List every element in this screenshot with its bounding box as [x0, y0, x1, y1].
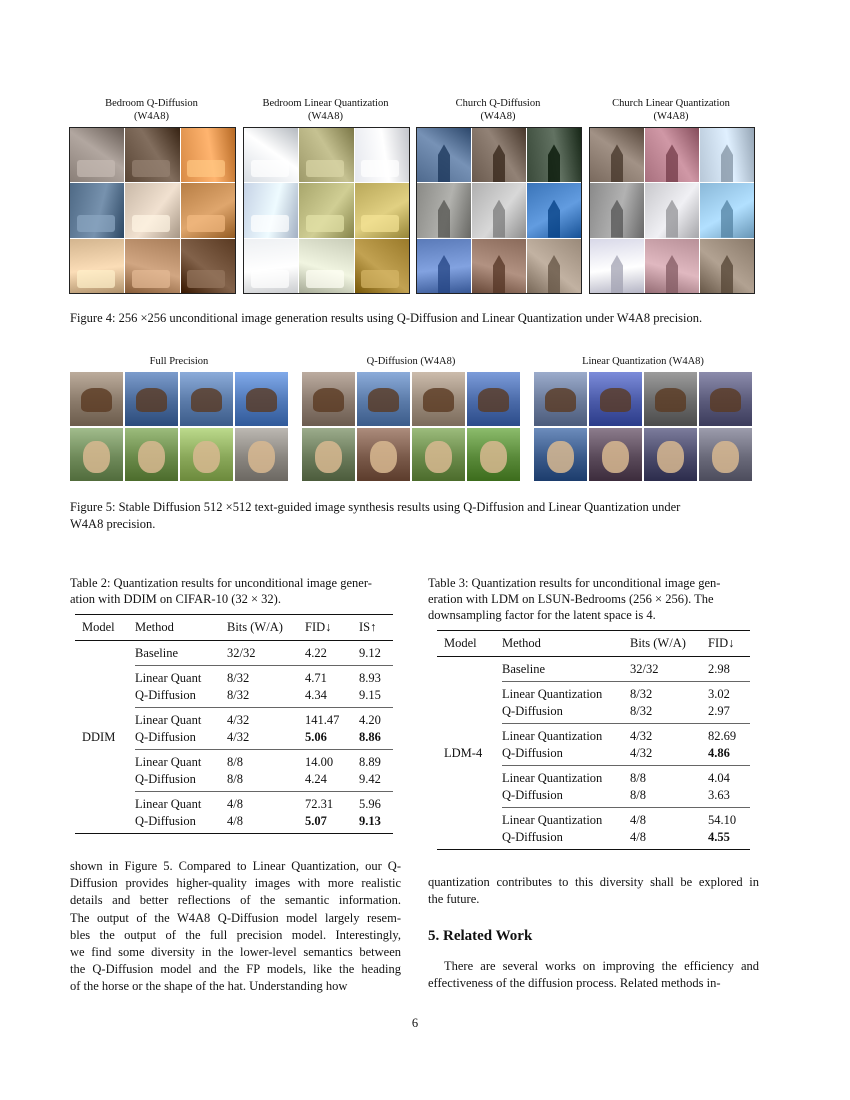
page-number: 6: [411, 1016, 419, 1030]
generated-image-thumbnail: [527, 183, 581, 237]
table-cell: 9.42: [359, 771, 393, 792]
image-shape-hint: [710, 388, 742, 412]
figure-4-panel-title: [243, 97, 408, 123]
image-shape-hint: [132, 215, 170, 232]
table-cell: 4.55: [708, 829, 750, 850]
figure-5-panel-title: Linear Quantization (W4A8): [582, 356, 704, 367]
table-cell: Q-Diffusion: [135, 771, 227, 792]
model-cell: DDIM: [75, 640, 135, 834]
generated-image-thumbnail: [299, 239, 353, 293]
generated-image-thumbnail: [645, 128, 699, 182]
image-shape-hint: [721, 255, 734, 293]
image-shape-hint: [132, 160, 170, 177]
generated-image-thumbnail: [700, 183, 754, 237]
dog-hat-image: [534, 428, 587, 482]
image-shape-hint: [493, 255, 506, 293]
generated-image-thumbnail: [472, 128, 526, 182]
horse-rider-image: [644, 372, 697, 426]
table-cell: Baseline: [502, 656, 630, 682]
image-shape-hint: [600, 388, 632, 412]
table-3-caption: [428, 575, 763, 623]
image-shape-hint: [438, 200, 451, 238]
image-shape-hint: [438, 255, 451, 293]
text-line: effectiveness of the diffusion process. Related methods in-: [428, 976, 721, 991]
column-header: IS↑: [359, 615, 393, 641]
table-cell: Q-Diffusion: [135, 687, 227, 708]
panel-title: Church Q-Diffusion: [455, 98, 541, 109]
table-cell: 4.34: [305, 687, 359, 708]
dog-hat-image: [589, 428, 642, 482]
figure-4-panel-title: [589, 97, 753, 123]
generated-image-thumbnail: [472, 239, 526, 293]
dog-hat-image: [357, 428, 410, 482]
generated-image-thumbnail: [70, 183, 124, 237]
table-cell: Linear Quant: [135, 797, 202, 811]
image-shape-hint: [306, 160, 344, 177]
image-shape-hint: [77, 215, 115, 232]
table-cell: Q-Diffusion: [502, 703, 630, 724]
table-cell: 8.89: [359, 755, 381, 769]
table-cell: 4/32: [630, 745, 708, 766]
right-column-text: [428, 874, 759, 908]
column-header: Bits (W/A): [227, 615, 305, 641]
table-cell: Linear Quant: [135, 755, 202, 769]
generated-image-thumbnail: [355, 183, 409, 237]
generated-image-thumbnail: [527, 239, 581, 293]
figure-5-panel-title: Q-Diffusion (W4A8): [366, 356, 456, 367]
image-shape-hint: [306, 270, 344, 287]
figure-5-panel-title: Full Precision: [149, 356, 209, 367]
table-cell: 8/8: [227, 755, 243, 769]
image-shape-hint: [480, 441, 507, 473]
column-header: FID↓: [305, 615, 359, 641]
image-shape-hint: [548, 200, 561, 238]
figure-4-image-grid: [416, 127, 582, 294]
generated-image-thumbnail: [244, 239, 298, 293]
table-cell: Linear Quant: [135, 713, 202, 727]
table-cell: 5.06: [305, 729, 359, 750]
table-cell: 2.98: [708, 656, 750, 682]
table-cell: 14.00: [305, 755, 334, 769]
image-shape-hint: [251, 160, 289, 177]
generated-image-thumbnail: [244, 128, 298, 182]
table-cell: 141.47: [305, 713, 340, 727]
horse-rider-image: [235, 372, 288, 426]
image-shape-hint: [493, 144, 506, 182]
table-cell: 9.12: [359, 640, 393, 666]
horse-rider-image: [699, 372, 752, 426]
image-shape-hint: [370, 441, 397, 473]
horse-rider-image: [412, 372, 465, 426]
table-cell: 8/8: [630, 787, 708, 808]
dog-hat-image: [644, 428, 697, 482]
table-3-caption-line: eration with LDM on LSUN-Bedrooms (256 × 256). The: [428, 592, 714, 606]
panel-title: Bedroom Linear Quantization: [262, 98, 389, 109]
section-heading: [428, 928, 532, 945]
generated-image-thumbnail: [645, 239, 699, 293]
generated-image-thumbnail: [590, 183, 644, 237]
image-shape-hint: [187, 270, 225, 287]
image-shape-hint: [368, 388, 400, 412]
table-cell: Linear Quant: [135, 671, 202, 685]
image-shape-hint: [251, 215, 289, 232]
figure-5-caption-line: Figure 5: Stable Diffusion 512 ×512 text-guided image synthesis results using Q-Diffusion and Linear Quantization under: [70, 500, 681, 514]
table-cell: 4.22: [305, 640, 359, 666]
dog-hat-image: [699, 428, 752, 482]
generated-image-thumbnail: [527, 128, 581, 182]
text-line: The output of the W4A8 Q-Diffusion model largely resem-: [70, 910, 401, 925]
table-2-caption: [70, 575, 405, 607]
generated-image-thumbnail: [590, 239, 644, 293]
image-shape-hint: [611, 200, 624, 238]
horse-rider-image: [589, 372, 642, 426]
table-3: [437, 630, 750, 850]
column-header: Method: [502, 631, 630, 657]
generated-image-thumbnail: [181, 128, 235, 182]
image-shape-hint: [193, 441, 220, 473]
text-line: quantization contributes to this diversity shall be explored in: [428, 875, 759, 889]
image-shape-hint: [83, 441, 110, 473]
generated-image-thumbnail: [417, 128, 471, 182]
table-cell: Linear Quantization: [502, 687, 603, 701]
image-shape-hint: [136, 388, 168, 412]
figure-5-caption-line: W4A8 precision.: [70, 517, 156, 531]
table-row: [75, 640, 393, 666]
panel-subtitle: (W4A8): [653, 111, 689, 122]
figure-5-caption: [70, 499, 790, 533]
generated-image-thumbnail: [645, 183, 699, 237]
generated-image-thumbnail: [70, 239, 124, 293]
horse-rider-image: [467, 372, 520, 426]
table-cell: 8/32: [630, 703, 708, 724]
image-shape-hint: [721, 200, 734, 238]
table-cell: 4/32: [630, 729, 653, 743]
text-line: shown in Figure 5. Compared to Linear Quantization, our Q-: [70, 859, 401, 873]
image-shape-hint: [77, 270, 115, 287]
panel-subtitle: (W4A8): [480, 111, 516, 122]
table-cell: 8/32: [227, 671, 250, 685]
text-line: There are several works on improving the efficiency and: [444, 959, 759, 973]
text-line: the Q-Diffusion model and the FP models, like the heading: [70, 962, 401, 977]
image-shape-hint: [545, 388, 577, 412]
generated-image-thumbnail: [70, 128, 124, 182]
image-shape-hint: [138, 441, 165, 473]
dog-hat-image: [302, 428, 355, 482]
horse-rider-image: [534, 372, 587, 426]
generated-image-thumbnail: [700, 128, 754, 182]
image-shape-hint: [251, 270, 289, 287]
generated-image-thumbnail: [181, 239, 235, 293]
image-shape-hint: [313, 388, 345, 412]
figure-4-image-grid: [69, 127, 236, 294]
table-cell: 82.69: [708, 729, 737, 743]
figure-5-image-grid: [302, 372, 520, 481]
image-shape-hint: [187, 160, 225, 177]
image-shape-hint: [547, 441, 574, 473]
table-cell: 72.31: [305, 797, 334, 811]
panel-title: Church Linear Quantization: [612, 98, 730, 109]
table-cell: 4.86: [708, 745, 750, 766]
image-shape-hint: [361, 160, 399, 177]
image-shape-hint: [315, 441, 342, 473]
image-shape-hint: [438, 144, 451, 182]
image-shape-hint: [493, 200, 506, 238]
table-cell: 4/32: [227, 729, 305, 750]
table-cell: 4/8: [630, 813, 646, 827]
table-cell: Q-Diffusion: [502, 787, 630, 808]
generated-image-thumbnail: [299, 128, 353, 182]
text-line: the future.: [428, 892, 480, 907]
image-shape-hint: [666, 200, 679, 238]
figure-4-panel-title: [69, 97, 234, 123]
figure-4-caption: Figure 4: 256 ×256 unconditional image generation results using Q-Diffusion and Linear Quantization under W4A8 precision.: [70, 311, 703, 325]
dog-hat-image: [235, 428, 288, 482]
image-shape-hint: [81, 388, 113, 412]
generated-image-thumbnail: [125, 183, 179, 237]
generated-image-thumbnail: [417, 239, 471, 293]
horse-rider-image: [302, 372, 355, 426]
image-shape-hint: [423, 388, 455, 412]
generated-image-thumbnail: [417, 183, 471, 237]
table-cell: 4.24: [305, 771, 359, 792]
dog-hat-image: [467, 428, 520, 482]
text-line: Diffusion provides higher-quality images with more realistic: [70, 876, 401, 891]
section-text: [428, 958, 759, 992]
generated-image-thumbnail: [472, 183, 526, 237]
table-cell: Q-Diffusion: [135, 813, 227, 834]
generated-image-thumbnail: [299, 183, 353, 237]
panel-subtitle: (W4A8): [308, 111, 343, 122]
generated-image-thumbnail: [125, 128, 179, 182]
table-cell: Linear Quantization: [502, 729, 603, 743]
table-header-row: [437, 631, 750, 657]
table-cell: 4/32: [227, 713, 250, 727]
column-header: Method: [135, 615, 227, 641]
table-cell: 32/32: [630, 656, 708, 682]
image-shape-hint: [548, 144, 561, 182]
dog-hat-image: [180, 428, 233, 482]
image-shape-hint: [666, 255, 679, 293]
image-shape-hint: [666, 144, 679, 182]
table-cell: 8/32: [630, 687, 653, 701]
text-line: we find some diversity in the lower-level semantics between: [70, 945, 401, 960]
table-cell: 9.13: [359, 813, 393, 834]
image-shape-hint: [248, 441, 275, 473]
table-cell: 3.63: [708, 787, 750, 808]
image-shape-hint: [132, 270, 170, 287]
column-header: FID↓: [708, 631, 750, 657]
table-2-caption-line: ation with DDIM on CIFAR-10 (32 × 32).: [70, 592, 281, 606]
table-cell: 8.93: [359, 671, 381, 685]
image-shape-hint: [246, 388, 278, 412]
dog-hat-image: [70, 428, 123, 482]
table-cell: 4.04: [708, 771, 730, 785]
image-shape-hint: [361, 215, 399, 232]
image-shape-hint: [548, 255, 561, 293]
table-cell: 8/8: [630, 771, 646, 785]
table-2-caption-line: Table 2: Quantization results for unconditional image gener-: [70, 576, 372, 590]
image-shape-hint: [77, 160, 115, 177]
panel-title: Bedroom Q-Diffusion: [105, 98, 198, 109]
image-shape-hint: [187, 215, 225, 232]
image-shape-hint: [478, 388, 510, 412]
text-line: bles the output of the full precision model. Interestingly,: [70, 927, 401, 942]
image-shape-hint: [611, 144, 624, 182]
generated-image-thumbnail: [244, 183, 298, 237]
table-cell: 4/8: [227, 797, 243, 811]
image-shape-hint: [191, 388, 223, 412]
table-2: [75, 614, 393, 834]
horse-rider-image: [125, 372, 178, 426]
table-cell: Baseline: [135, 640, 227, 666]
table-cell: 2.97: [708, 703, 750, 724]
image-shape-hint: [306, 215, 344, 232]
table-cell: 8.86: [359, 729, 393, 750]
column-header: Bits (W/A): [630, 631, 708, 657]
horse-rider-image: [357, 372, 410, 426]
table-cell: 4/8: [227, 813, 305, 834]
figure-5-image-grid: [534, 372, 752, 481]
text-line: details and better reflections of the semantic information.: [70, 893, 401, 908]
generated-image-thumbnail: [355, 128, 409, 182]
image-shape-hint: [361, 270, 399, 287]
dog-hat-image: [412, 428, 465, 482]
image-shape-hint: [655, 388, 687, 412]
table-row: [437, 656, 750, 682]
generated-image-thumbnail: [355, 239, 409, 293]
table-cell: 32/32: [227, 640, 305, 666]
table-cell: Q-Diffusion: [502, 829, 630, 850]
table-cell: 9.15: [359, 687, 393, 708]
table-cell: 5.96: [359, 797, 381, 811]
image-shape-hint: [657, 441, 684, 473]
table-3-caption-line: Table 3: Quantization results for unconditional image gen-: [428, 576, 721, 590]
model-cell: LDM-4: [437, 656, 502, 850]
image-shape-hint: [712, 441, 739, 473]
generated-image-thumbnail: [125, 239, 179, 293]
figure-4-image-grid: [243, 127, 410, 294]
table-cell: Linear Quantization: [502, 771, 603, 785]
image-shape-hint: [425, 441, 452, 473]
column-header: Model: [437, 631, 502, 657]
table-cell: 8/32: [227, 687, 305, 708]
table-3-caption-line: downsampling factor for the latent space is 4.: [428, 608, 656, 622]
image-shape-hint: [602, 441, 629, 473]
table-cell: 3.02: [708, 687, 730, 701]
table-header-row: [75, 615, 393, 641]
text-line: of the horse or the shape of the hat. Understanding how: [70, 979, 348, 994]
figure-5-image-grid: [70, 372, 288, 481]
table-cell: 8/8: [227, 771, 305, 792]
table-cell: Q-Diffusion: [135, 729, 227, 750]
generated-image-thumbnail: [590, 128, 644, 182]
image-shape-hint: [611, 255, 624, 293]
section-heading-text: 5. Related Work: [428, 928, 533, 944]
left-column-text: [70, 858, 401, 996]
table-cell: 5.07: [305, 813, 359, 834]
table-cell: Q-Diffusion: [502, 745, 630, 766]
figure-4-image-grid: [589, 127, 755, 294]
table-cell: 54.10: [708, 813, 737, 827]
dog-hat-image: [125, 428, 178, 482]
image-shape-hint: [721, 144, 734, 182]
horse-rider-image: [180, 372, 233, 426]
table-cell: 4.71: [305, 671, 327, 685]
column-header: Model: [75, 615, 135, 641]
figure-4-panel-title: [416, 97, 580, 123]
table-cell: Linear Quantization: [502, 813, 603, 827]
horse-rider-image: [70, 372, 123, 426]
generated-image-thumbnail: [181, 183, 235, 237]
generated-image-thumbnail: [700, 239, 754, 293]
panel-subtitle: (W4A8): [134, 111, 169, 122]
table-cell: 4.20: [359, 713, 381, 727]
table-cell: 4/8: [630, 829, 708, 850]
